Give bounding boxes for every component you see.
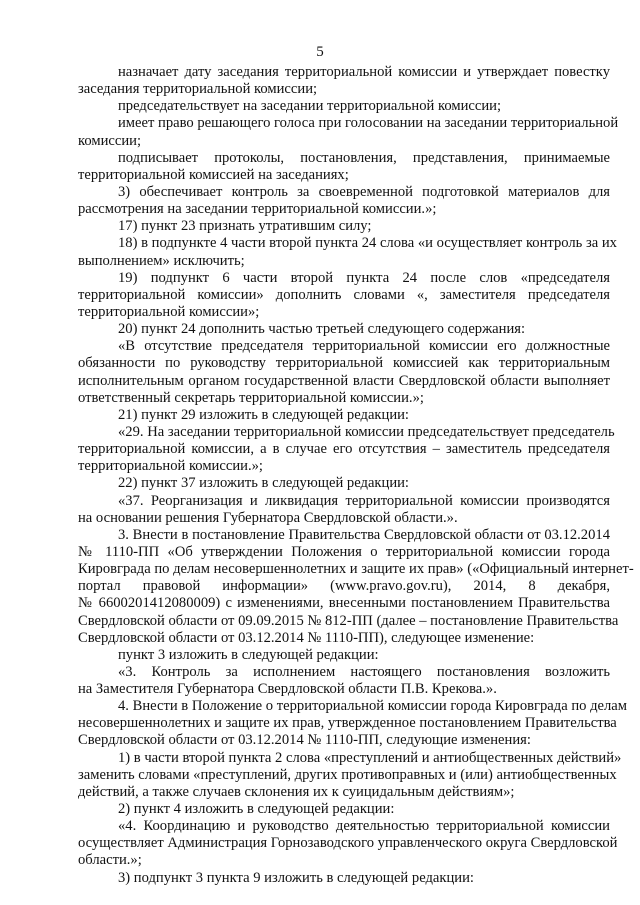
- text-line: территориальной комиссии»;: [78, 303, 260, 320]
- text-line: несовершеннолетних и защите их прав, утвержденное постановлением Правительства: [78, 715, 617, 732]
- text-line: 2) пункт 4 изложить в следующей редакции:: [118, 801, 395, 818]
- text-line: портал правовой информации» (www.pravo.gov.ru), 2014, 8 декабря,: [78, 578, 610, 595]
- text-line: пункт 3 изложить в следующей редакции:: [118, 646, 379, 663]
- text-line: 3. Внести в постановление Правительства Свердловской области от 03.12.2014: [118, 526, 610, 543]
- text-line: 20) пункт 24 дополнить частью третьей следующего содержания:: [118, 321, 526, 338]
- text-line: 3) обеспечивает контроль за своевременной подготовкой материалов для: [118, 183, 610, 200]
- text-line: № 1110-ПП «Об утверждении Положения о территориальной комиссии города: [78, 543, 610, 560]
- page-number: 5: [316, 44, 324, 60]
- text-line: «37. Реорганизация и ликвидация территориальной комиссии производятся: [118, 492, 610, 509]
- text-line: Свердловской области от 03.12.2014 № 1110-ПП), следующее изменение:: [78, 629, 535, 646]
- text-line: 19) подпункт 6 части второй пункта 24 после слов «председателя: [118, 269, 610, 286]
- text-line: № 6600201412080009) с изменениями, внесенными постановлением Правительства: [78, 595, 610, 612]
- text-line: «3. Контроль за исполнением настоящего постановления возложить: [118, 663, 610, 680]
- text-line: заседания территориальной комиссии;: [78, 81, 318, 98]
- text-line: обязанности по руководству территориальной комиссией как территориальным: [78, 355, 610, 372]
- text-line: рассмотрения на заседании территориальной комиссии.»;: [78, 201, 437, 218]
- text-line: председательствует на заседании территориальной комиссии;: [118, 98, 502, 115]
- text-line: территориальной комиссии» дополнить словами «, заместителя председателя: [78, 286, 610, 303]
- text-line: осуществляет Администрация Горнозаводского управленческого округа Свердловской: [78, 835, 618, 852]
- text-line: заменить словами «преступлений, других противоправных и (или) антиобщественных: [78, 766, 617, 783]
- text-line: 1) в части второй пункта 2 слова «преступлений и антиобщественных действий»: [118, 749, 622, 766]
- document-body: [78, 64, 634, 887]
- text-line: на основании решения Губернатора Свердловской области.».: [78, 509, 458, 526]
- text-line: выполнением» исключить;: [78, 252, 245, 269]
- text-line: 3) подпункт 3 пункта 9 изложить в следующей редакции:: [118, 869, 474, 886]
- text-line: ответственный секретарь территориальной комиссии.»;: [78, 389, 424, 406]
- text-line: исполнительным органом государственной власти Свердловской области выполняет: [78, 372, 610, 389]
- text-line: Свердловской области от 03.12.2014 № 1110-ПП, следующие изменения:: [78, 732, 531, 749]
- text-line: подписывает протоколы, постановления, представления, принимаемые: [118, 149, 610, 166]
- text-line: Кировграда по делам несовершеннолетних и защите их прав» («Официальный интернет-: [78, 561, 634, 578]
- text-line: «В отсутствие председателя территориальной комиссии его должностные: [118, 338, 610, 355]
- text-line: «4. Координацию и руководство деятельностью территориальной комиссии: [118, 818, 610, 835]
- text-line: назначает дату заседания территориальной комиссии и утверждает повестку: [118, 64, 610, 80]
- text-line: территориальной комиссией на заседаниях;: [78, 166, 349, 183]
- text-line: имеет право решающего голоса при голосовании на заседании территориальной: [118, 115, 619, 132]
- text-line: 22) пункт 37 изложить в следующей редакции:: [118, 475, 409, 492]
- text-line: на Заместителя Губернатора Свердловской области П.В. Крекова.».: [78, 681, 497, 698]
- text-line: 18) в подпункте 4 части второй пункта 24 слова «и осуществляет контроль за их: [118, 235, 617, 252]
- text-line: Свердловской области от 09.09.2015 № 812-ПП (далее – постановление Правительства: [78, 612, 619, 629]
- text-line: 17) пункт 23 признать утратившим силу;: [118, 218, 372, 235]
- text-line: «29. На заседании территориальной комиссии председательствует председатель: [118, 423, 615, 440]
- text-line: 21) пункт 29 изложить в следующей редакции:: [118, 406, 409, 423]
- text-line: области.»;: [78, 852, 142, 869]
- text-line: территориальной комиссии, а в случае его отсутствия – заместитель председателя: [78, 441, 610, 458]
- text-line: территориальной комиссии.»;: [78, 458, 263, 475]
- text-line: действий, а также случаев склонения их к суицидальным действиям»;: [78, 783, 515, 800]
- text-line: 4. Внести в Положение о территориальной комиссии города Кировграда по делам: [118, 698, 627, 715]
- text-line: комиссии;: [78, 132, 142, 149]
